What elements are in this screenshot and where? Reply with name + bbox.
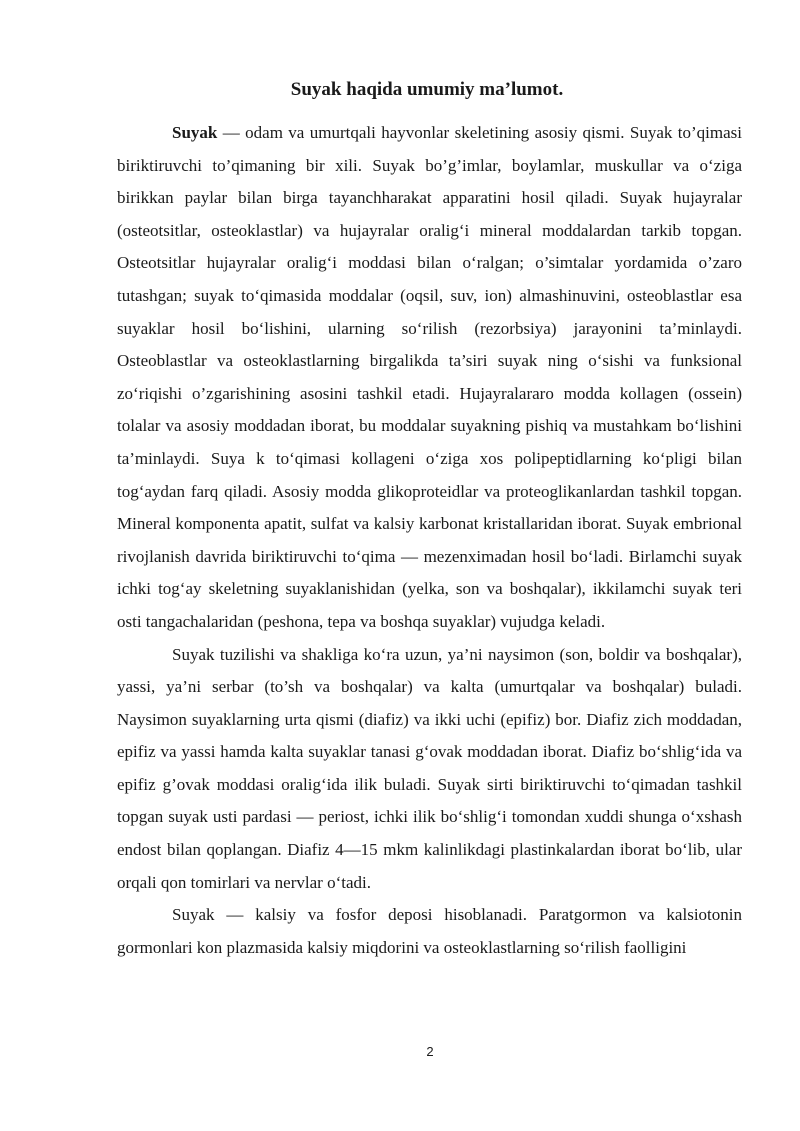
document-body [117, 117, 742, 964]
paragraph-text: — odam va umurtqali hayvonlar skeletining asosiy qismi. Suyak to’qimasi biriktiruvchi to’qimaning bir xili. Suyak bo’g’imlar, boylamlar, muskullar va o‘ziga birikkan paylar bilan birga tayanchharakat apparatini hosil qiladi. Suyak hujayralar (osteotsitlar, osteoklastlar) va hujayralar oralig‘i mineral moddalardan tarkib topgan. Osteotsitlar hujayralar oralig‘i moddasi bilan o‘ralgan; o’simtalar yordamida o’zaro tutashgan; suyak to‘qimasida moddalar (oqsil, suv, ion) almashinuvini, osteoblastlar esa suyaklar hosil bo‘lishini, ularning so‘rilish (rezorbsiya) jarayonini ta’minlaydi. Osteoblastlar va osteoklastlarning birgalikda ta’siri suyak ning o‘sishi va funksional zo‘riqishi o’zgarishining asosini tashkil etadi. Hujayralararo modda kollagen (ossein) tolalar va asosiy moddadan iborat, bu moddalar suyakning pishiq va mustahkam bo‘lishini ta’minlaydi. Suya k to‘qimasi kollageni o‘ziga xos polipeptidlarning ko‘pligi bilan tog‘aydan farq qiladi. Asosiy modda glikoproteidlar va proteoglikanlardan tashkil topgan. Mineral komponenta apatit, sulfat va kalsiy karbonat kristallaridan iborat. Suyak embrional rivojlanish davrida biriktiruvchi to‘qima — mezenximadan hosil bo‘ladi. Birlamchi suyak ichki tog‘ay skeletning suyaklanishidan (yelka, son va boshqalar), ikkilamchi suyak teri osti tangachalaridan (peshona, tepa va boshqa suyaklar) vujudga keladi. [117, 123, 742, 631]
document-title: Suyak haqida umumiy ma’lumot. [290, 79, 564, 100]
paragraph-bone-minerals [117, 899, 742, 964]
paragraph-bone-definition [117, 117, 742, 639]
paragraph-text: Suyak tuzilishi va shakliga ko‘ra uzun, ya’ni naysimon (son, boldir va boshqalar), yassi, ya’ni serbar (to’sh va boshqalar) va kalta (umurtqalar va boshqalar) buladi. Naysimon suyaklarning urta qismi (diafiz) va ikki uchi (epifiz) bor. Diafiz zich moddadan, epifiz va yassi hamda kalta suyaklar tanasi g‘ovak moddadan iborat. Diafiz bo‘shlig‘ida va epifiz g’ovak moddasi oralig‘ida ilik buladi. Suyak sirti biriktiruvchi to‘qimadan tashkil topgan suyak usti pardasi — periost, ichki ilik bo‘shlig‘i tomondan xuddi shunga o‘xshash endost bilan qoplangan. Diafiz 4—15 mkm kalinlikdagi plastinkalardan iborat bo‘lib, ular orqali qon tomirlari va nervlar o‘tadi. [117, 644, 742, 892]
page-number: 2 [426, 1044, 434, 1059]
paragraph-lead-term: Suyak [172, 123, 218, 142]
paragraph-bone-structure [117, 639, 742, 900]
paragraph-text: Suyak — kalsiy va fosfor deposi hisoblanadi. Paratgormon va kalsiotonin gormonlari kon plazmasida kalsiy miqdorini va osteoklastlarning so‘rilish faolligini [117, 905, 742, 957]
